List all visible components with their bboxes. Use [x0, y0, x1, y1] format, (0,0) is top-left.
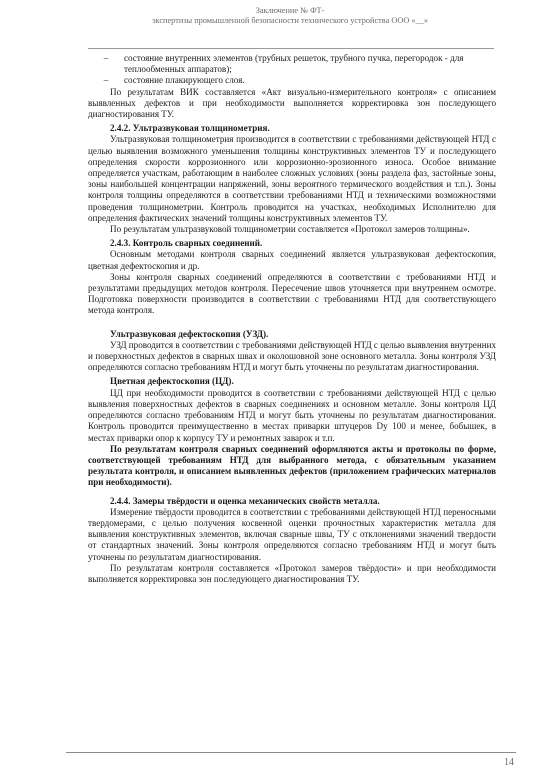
section-heading-2-4-2: 2.4.2. Ультразвуковая толщинометрия.: [110, 123, 270, 134]
subheading-penetrant: Цветная дефектоскопия (ЦД).: [110, 376, 234, 387]
section-heading-2-4-3: 2.4.3. Контроль сварных соединений.: [110, 238, 263, 249]
footer-rule: [66, 752, 516, 753]
spacer: [88, 317, 496, 326]
header-line-2: экспертизы промышленной безопасности технического устройства ООО «__»: [151, 16, 429, 25]
header-rule: [88, 48, 494, 49]
list-item-text: состояние плакирующего слоя.: [124, 75, 245, 86]
list-item: [88, 75, 496, 86]
bullet-dash: –: [103, 53, 109, 63]
section-heading-2-4-4: 2.4.4. Замеры твёрдости и оценка механических свойств металла.: [110, 495, 380, 506]
paragraph-thickness-gauging: Ультразвуковая толщинометрия производится в соответствии с требованиями действующей НТД с целью выявления возможного уменьшения толщины конструктивных элементов ТУ и последующего определения скорости коррозионного или коррозионно-эрозионного износа. Особое внимание определяется участкам, работающим в наиболее сложных условиях (зоны раздела фаз, застойные зоны, зоны наибольшей концентрации напряжений, зоны вероятного термического воздействия и т.п.). Зоны контроля толщины определяются в соответствии требованиями НТД и техническими возможностями проведения толщинометрии. Контроль проводится на участках, необходимых Исполнителю для определения фактических значений толщины конструктивных элементов ТУ.: [88, 134, 496, 223]
page-header: [90, 6, 490, 26]
paragraph-weld-result: По результатам контроля сварных соединений оформляются акты и протоколы по форме, соответствующей требованиям НТД для выбранного метода, с обязательным указанием результата контроля, и описанием выявленных дефектов (приложением графических материалов при необходимости).: [88, 443, 496, 488]
page-number: 14: [504, 757, 514, 768]
document-body: [88, 53, 496, 585]
paragraph-weld-methods: Основным методами контроля сварных соединений является ультразвуковая дефектоскопия, цветная дефектоскопия и др.: [88, 249, 496, 271]
paragraph-penetrant: ЦД при необходимости проводится в соответствии с требованиями действующей НТД с целью выявления поверхностных дефектов в сварных соединениях и основном металле. Зоны контроля ЦД определяются согласно требованиям НТД и могут быть уточнены по результатам диагностирования. Контроль проводится преимущественно в местах приварки штуцеров Dу 100 и менее, бобышек, в местах приварки опор к корпусу ТУ и ремонтных заварок и т.п.: [88, 387, 496, 443]
list-item-text: состояние внутренних элементов (трубных решеток, трубного пучка, перегородок - для теплообменных аппаратов);: [124, 53, 464, 75]
paragraph-weld-zones: Зоны контроля сварных соединений определяются в соответствии с требованиями НТД и результатами предыдущих методов контроля. Пересечение швов уточняется при внутреннем осмотре. Подготовка поверхности производится в соответствии с требованиями НТД для соответствующего метода контроля.: [88, 271, 496, 316]
paragraph-vik-result: По результатам ВИК составляется «Акт визуально-измерительного контроля» с описанием выявленных дефектов и при необходимости выполняется корректировка зон последующего диагностирования ТУ.: [88, 86, 496, 120]
list-item: [88, 53, 496, 75]
paragraph-ultrasonic: УЗД проводится в соответствии с требованиями действующей НТД с целью выявления внутренних и поверхностных дефектов в сварных швах и околошовной зоне основного металла. Зоны контроля УЗД определяются согласно требованиям НТД и могут быть уточнены по результатам диагностирования.: [88, 339, 496, 373]
subheading-ultrasonic: Ультразвуковая дефектоскопия (УЗД).: [110, 328, 269, 339]
paragraph-thickness-result: По результатам ультразвуковой толщинометрии составляется «Протокол замеров толщины».: [110, 224, 470, 235]
paragraph-hardness-result: По результатам контроля составляется «Протокол замеров твёрдости» и при необходимости выполняется корректировка зон последующего диагностирования ТУ.: [88, 562, 496, 584]
header-line-1: Заключение № ФТ-: [255, 6, 325, 15]
bullet-dash: –: [103, 75, 109, 86]
spacer: [88, 489, 496, 493]
paragraph-hardness: Измерение твёрдости проводится в соответствии с требованиями действующей НТД переносными твердомерами, с целью получения косвенной оценки прочностных характеристик металла для выявления конструктивных элементов, включая сварные швы, ТУ с отклонениями значений твердости от стандартных значений. Зоны контроля определяются согласно требованиям НТД и могут быть уточнены по результатам диагностирования.: [88, 506, 496, 562]
